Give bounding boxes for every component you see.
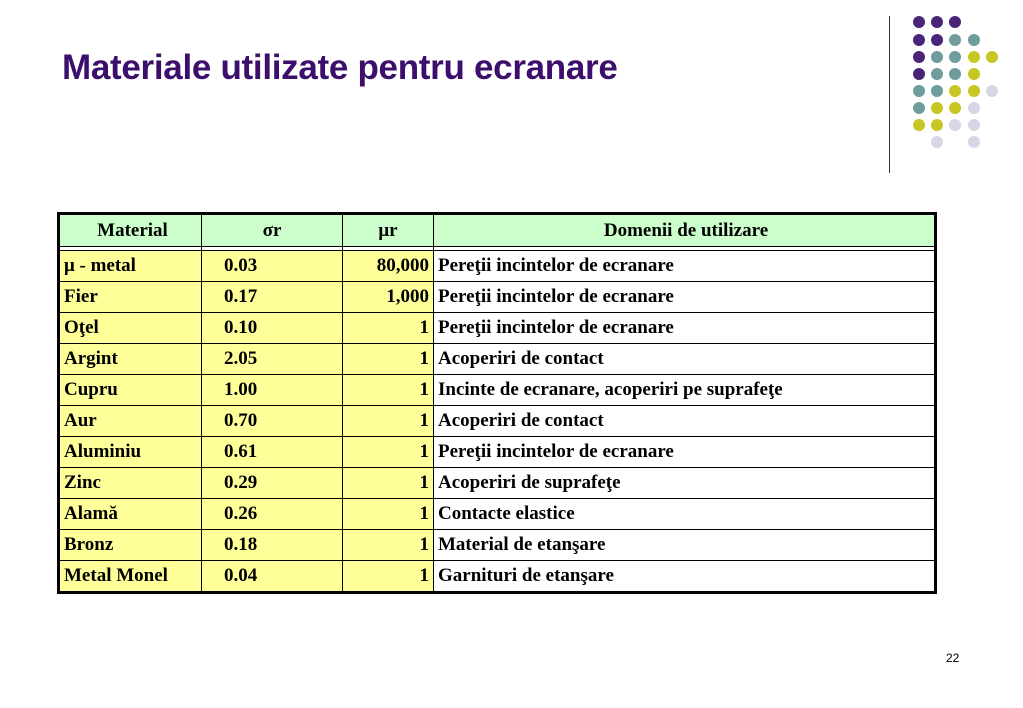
cell-sigma-r: 0.18 [202, 530, 343, 561]
cell-material: Fier [59, 282, 202, 313]
cell-domain: Incinte de ecranare, acoperiri pe suprafeţe [434, 375, 936, 406]
page-number: 22 [946, 651, 960, 665]
cell-material: Argint [59, 344, 202, 375]
decorative-dot [931, 85, 943, 97]
decorative-dot [949, 68, 961, 80]
cell-sigma-r: 0.03 [202, 251, 343, 282]
table-row [59, 468, 936, 499]
cell-sigma-r: 0.17 [202, 282, 343, 313]
table-row [59, 406, 936, 437]
decorative-dot [931, 136, 943, 148]
cell-material: Zinc [59, 468, 202, 499]
header-mu-r: μr [343, 214, 434, 247]
cell-sigma-r: 0.70 [202, 406, 343, 437]
decorative-dot [913, 34, 925, 46]
cell-mu-r: 1 [343, 437, 434, 468]
cell-material: Cupru [59, 375, 202, 406]
decorative-dot [949, 16, 961, 28]
decorative-dot [949, 51, 961, 63]
cell-material: Aluminiu [59, 437, 202, 468]
decorative-dot [986, 51, 998, 63]
cell-sigma-r: 0.10 [202, 313, 343, 344]
decorative-dot [931, 16, 943, 28]
table-row [59, 313, 936, 344]
decorative-dot [931, 102, 943, 114]
cell-sigma-r: 0.61 [202, 437, 343, 468]
cell-material: μ - metal [59, 251, 202, 282]
cell-material: Oţel [59, 313, 202, 344]
divider-line [889, 16, 890, 173]
decorative-dot [949, 34, 961, 46]
decorative-dot [913, 51, 925, 63]
decorative-dot [913, 102, 925, 114]
cell-mu-r: 1 [343, 313, 434, 344]
decorative-dot [968, 119, 980, 131]
table-row [59, 561, 936, 593]
decorative-dot [913, 85, 925, 97]
header-sigma-r: σr [202, 214, 343, 247]
table-body [59, 251, 936, 593]
decorative-dot [968, 136, 980, 148]
cell-domain: Pereţii incintelor de ecranare [434, 251, 936, 282]
decorative-dot [931, 51, 943, 63]
materials-table-container [57, 212, 937, 594]
decorative-dot [968, 85, 980, 97]
decorative-dot [968, 34, 980, 46]
decorative-dot [986, 85, 998, 97]
decorative-dot [913, 68, 925, 80]
header-material: Material [59, 214, 202, 247]
cell-mu-r: 1 [343, 499, 434, 530]
slide-title: Materiale utilizate pentru ecranare [62, 48, 618, 87]
cell-domain: Material de etanşare [434, 530, 936, 561]
table-row [59, 375, 936, 406]
table-row [59, 282, 936, 313]
cell-sigma-r: 0.04 [202, 561, 343, 593]
cell-mu-r: 80,000 [343, 251, 434, 282]
cell-material: Bronz [59, 530, 202, 561]
cell-domain: Acoperiri de contact [434, 344, 936, 375]
table-row [59, 437, 936, 468]
cell-domain: Pereţii incintelor de ecranare [434, 437, 936, 468]
decorative-dot [968, 102, 980, 114]
cell-domain: Acoperiri de suprafeţe [434, 468, 936, 499]
decorative-dot [913, 119, 925, 131]
decorative-dot [949, 85, 961, 97]
cell-sigma-r: 1.00 [202, 375, 343, 406]
header-domains: Domenii de utilizare [434, 214, 936, 247]
cell-domain: Garnituri de etanşare [434, 561, 936, 593]
cell-domain: Pereţii incintelor de ecranare [434, 282, 936, 313]
cell-material: Alamă [59, 499, 202, 530]
cell-material: Aur [59, 406, 202, 437]
decorative-dot [949, 102, 961, 114]
decorative-dot [913, 16, 925, 28]
table-row [59, 499, 936, 530]
table-row [59, 530, 936, 561]
cell-mu-r: 1 [343, 406, 434, 437]
cell-domain: Contacte elastice [434, 499, 936, 530]
cell-mu-r: 1 [343, 530, 434, 561]
table-header-row [59, 214, 936, 247]
cell-sigma-r: 0.29 [202, 468, 343, 499]
cell-sigma-r: 2.05 [202, 344, 343, 375]
table-row [59, 344, 936, 375]
decorative-dot [931, 119, 943, 131]
cell-material: Metal Monel [59, 561, 202, 593]
table-row [59, 251, 936, 282]
cell-mu-r: 1,000 [343, 282, 434, 313]
cell-mu-r: 1 [343, 344, 434, 375]
decorative-dot [968, 68, 980, 80]
cell-mu-r: 1 [343, 561, 434, 593]
cell-domain: Acoperiri de contact [434, 406, 936, 437]
cell-mu-r: 1 [343, 468, 434, 499]
materials-table [57, 212, 937, 594]
decorative-dot [931, 68, 943, 80]
cell-sigma-r: 0.26 [202, 499, 343, 530]
decorative-dot [968, 51, 980, 63]
cell-mu-r: 1 [343, 375, 434, 406]
decorative-dot [949, 119, 961, 131]
cell-domain: Pereţii incintelor de ecranare [434, 313, 936, 344]
decorative-dot [931, 34, 943, 46]
